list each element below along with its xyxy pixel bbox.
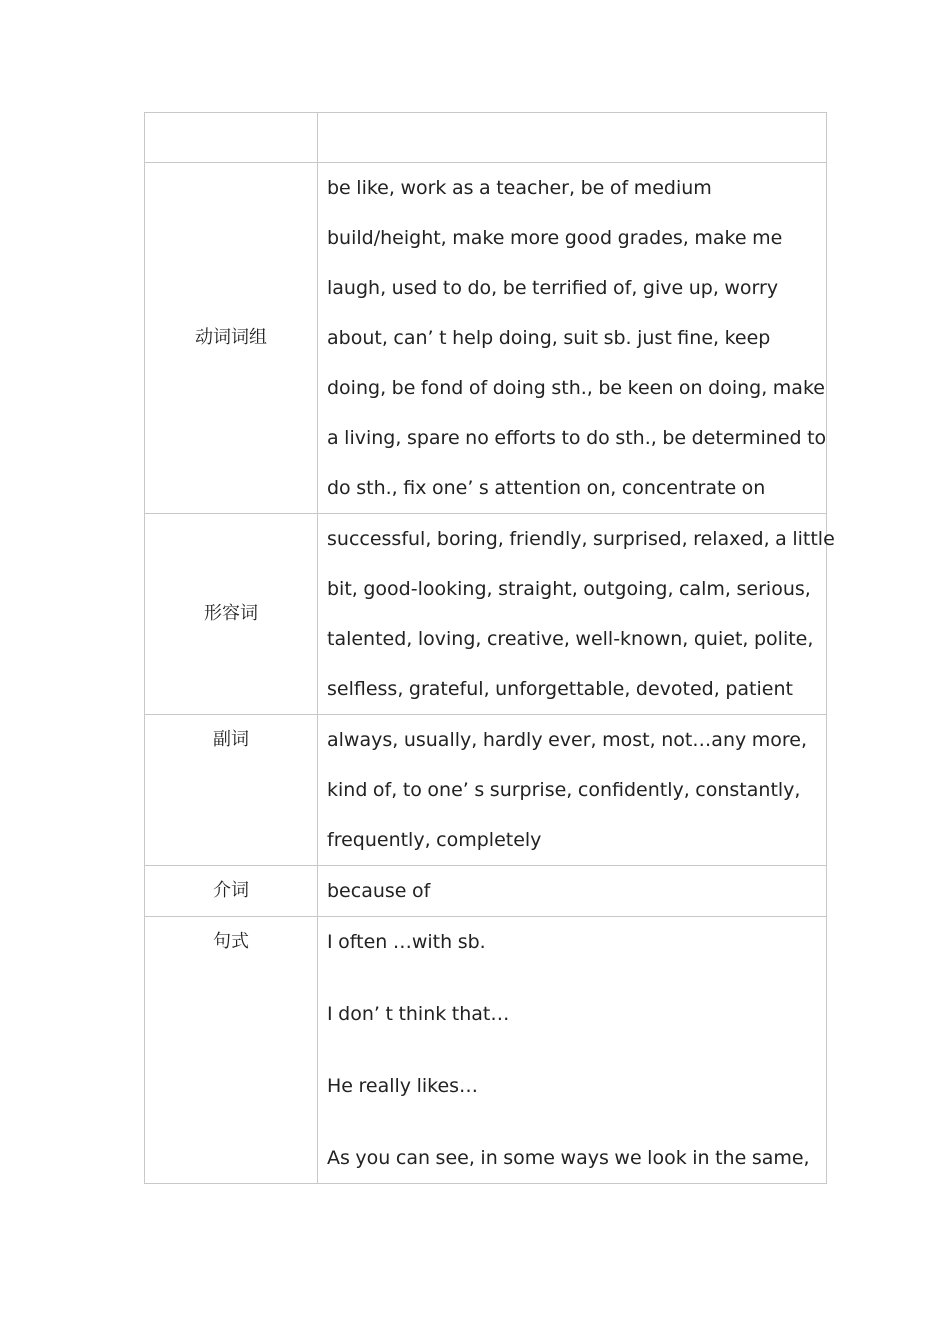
table-row-verb-phrases [145, 163, 827, 514]
content-line: a living, spare no efforts to do sth., be determined to [327, 427, 827, 449]
header-category-cell [145, 113, 318, 163]
sentence-pattern: I often …with sb. [327, 931, 486, 953]
category-adjectives: 形容词 [145, 514, 318, 715]
content-adjectives [318, 514, 835, 715]
content-line: because of [327, 880, 431, 902]
vocabulary-table [144, 112, 835, 1184]
category-verb-phrases: 动词词组 [145, 163, 318, 514]
content-prepositions [318, 866, 827, 917]
content-line: doing, be fond of doing sth., be keen on doing, make [327, 377, 825, 399]
header-content-cell [318, 113, 827, 163]
content-line: laugh, used to do, be terrified of, give up, worry [327, 277, 779, 299]
table-row-adverbs [145, 715, 827, 866]
content-line: frequently, completely [327, 829, 542, 851]
content-line: build/height, make more good grades, make me [327, 227, 783, 249]
table-header-row [145, 113, 827, 163]
content-line: successful, boring, friendly, surprised, relaxed, a little [327, 528, 835, 550]
category-adverbs: 副词 [145, 715, 318, 866]
table-row-adjectives [145, 514, 827, 715]
table-row-sentence-patterns [145, 917, 827, 1184]
content-verb-phrases [318, 163, 827, 514]
table-row-prepositions [145, 866, 827, 917]
content-sentence-patterns [318, 917, 827, 1184]
content-line: about, can’ t help doing, suit sb. just fine, keep [327, 327, 771, 349]
content-line: selfless, grateful, unforgettable, devoted, patient [327, 678, 793, 700]
content-line: be like, work as a teacher, be of medium [327, 177, 712, 199]
category-sentence-patterns: 句式 [145, 917, 318, 1184]
content-adverbs [318, 715, 827, 866]
sentence-pattern: He really likes… [327, 1075, 479, 1097]
content-line: do sth., fix one’ s attention on, concentrate on [327, 477, 766, 499]
sentence-pattern: As you can see, in some ways we look in the same, [327, 1147, 810, 1169]
content-line: always, usually, hardly ever, most, not…any more, [327, 729, 808, 751]
content-line: bit, good-looking, straight, outgoing, calm, serious, [327, 578, 811, 600]
category-prepositions: 介词 [145, 866, 318, 917]
content-line: kind of, to one’ s surprise, confidently, constantly, [327, 779, 801, 801]
sentence-pattern: I don’ t think that… [327, 1003, 510, 1025]
content-line: talented, loving, creative, well-known, quiet, polite, [327, 628, 814, 650]
